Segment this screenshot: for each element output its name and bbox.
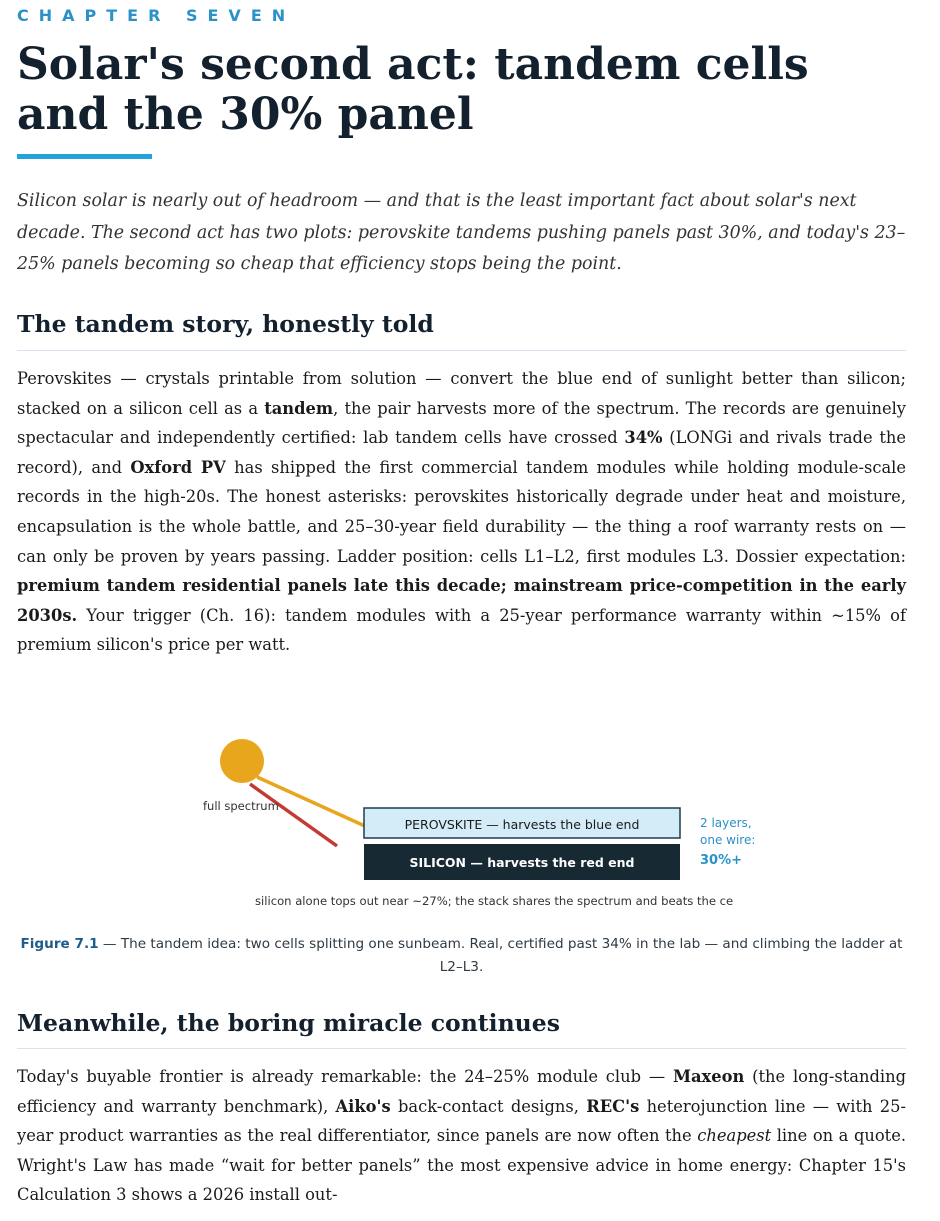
emphasis-bold: REC's — [586, 1096, 640, 1116]
spectrum-label: full spectrum — [203, 799, 279, 813]
chapter-title — [17, 40, 906, 140]
tandem-diagram — [17, 730, 906, 930]
section-heading-tandem: The tandem story, honestly told — [17, 310, 434, 338]
perovskite-layer-label: PEROVSKITE — harvests the blue end — [404, 817, 640, 832]
chapter-title-line-2: and the 30% panel — [17, 89, 474, 140]
stack-note-line-2: one wire: — [700, 833, 756, 847]
figure-caption-label: Figure 7.1 — [20, 936, 99, 952]
figure-footnote: silicon alone tops out near ~27%; the stack shares the spectrum and beats the ce — [255, 894, 734, 908]
emphasis-italic: cheapest — [697, 1126, 772, 1146]
section-heading-boring-miracle: Meanwhile, the boring miracle continues — [17, 1009, 560, 1037]
figure-caption-text: — The tandem idea: two cells splitting one sunbeam. Real, certified past 34% in the lab — and climbing the ladder at L2–L3. — [98, 936, 903, 975]
section-divider — [17, 1048, 906, 1049]
emphasis-bold: Oxford PV — [130, 457, 226, 477]
chapter-lede: Silicon solar is nearly out of headroom — and that is the least important fact about solar's next decade. The second act has two plots: perovskite tandems pushing panels past 30%, and today's 23–25% panels becoming so cheap that efficiency stops being the point. — [17, 191, 906, 274]
figure-caption — [17, 933, 906, 979]
section-divider — [17, 350, 906, 351]
title-accent-rule — [17, 154, 152, 159]
stack-note-line-1: 2 layers, — [700, 816, 752, 830]
emphasis-bold: premium tandem residential panels late this decade; mainstream price-competition in the early 2030s. — [17, 576, 906, 625]
emphasis-bold: tandem — [264, 398, 334, 418]
stack-efficiency-value: 30%+ — [700, 853, 743, 868]
emphasis-bold: 34% — [624, 428, 663, 448]
section-paragraph-tandem: Perovskites — crystals printable from solution — convert the blue end of sunlight better than silicon; stacked on a silicon cell as a tandem, the pair harvests more of the spectrum. The records are genuinely spectacular and independently certified: lab tandem cells have crossed 34% (LONGi and rivals trade the record), and Oxford PV has shipped the first commercial tandem modules while holding module-scale records in the high-20s. The honest asterisks: perovskites historically degrade under heat and moisture, encapsulation is the whole battle, and 25–30-year field durability — the thing a roof warranty rests on — can only be proven by years passing. Ladder position: cells L1–L2, first modules L3. Dossier expectation: premium tandem residential panels late this decade; mainstream price-competition in the early 2030s. Your trigger (Ch. 16): tandem modules with a 25-year performance warranty within ~15% of premium silicon's price per watt. — [17, 369, 906, 655]
emphasis-bold: Aiko's — [335, 1096, 391, 1116]
figure-tandem-diagram — [17, 730, 906, 980]
section-paragraph-boring-miracle: Today's buyable frontier is already remarkable: the 24–25% module club — Maxeon (the long-standing efficiency and warranty benchmark), Aiko's back-contact designs, REC's heterojunction line — with 25-year product warranties as the real differentiator, since panels are now often the cheapest line on a quote. Wright's Law has made “wait for better panels” the most expensive advice in home energy: Chapter 15's Calculation 3 shows a 2026 install out- — [17, 1067, 907, 1205]
chapter-title-line-1: Solar's second act: tandem cells — [17, 39, 809, 90]
silicon-layer-label: SILICON — harvests the red end — [409, 855, 635, 870]
chapter-kicker: CHAPTER SEVEN — [17, 6, 296, 25]
emphasis-bold: Maxeon — [672, 1067, 745, 1086]
